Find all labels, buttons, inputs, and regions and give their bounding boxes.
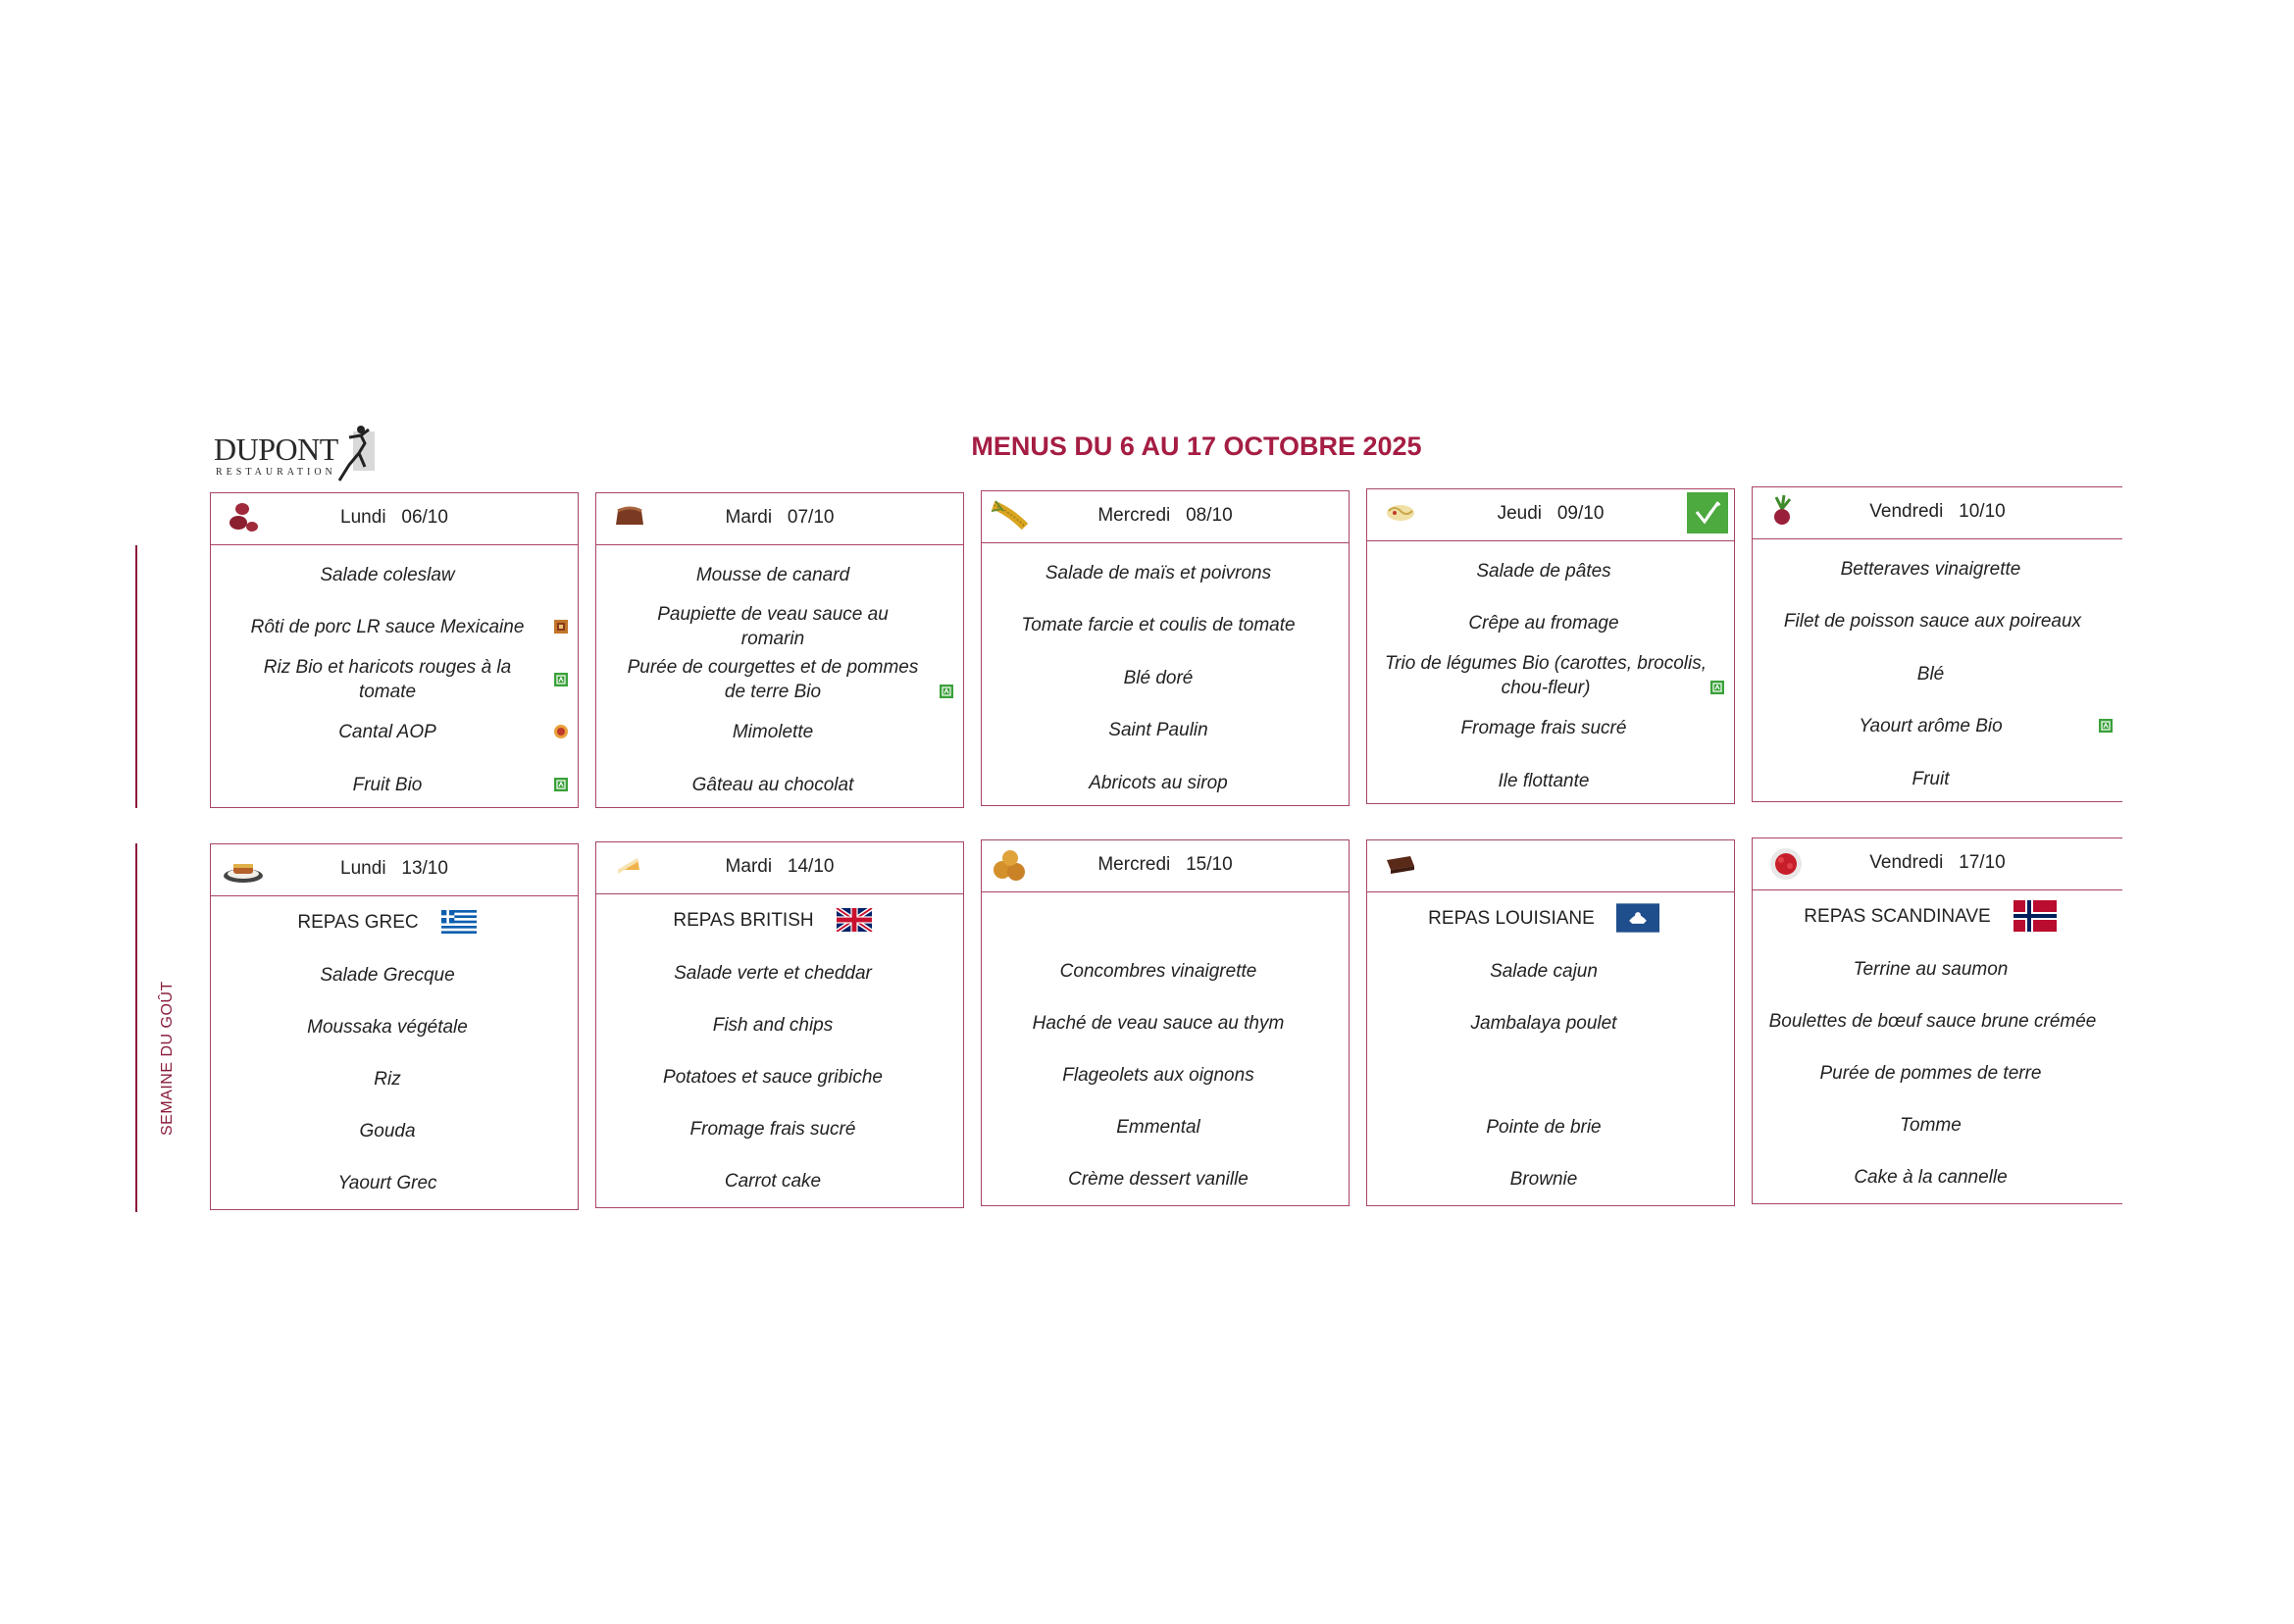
page-title: MENUS DU 6 AU 17 OCTOBRE 2025: [971, 431, 1422, 461]
menu-item: Blé: [1916, 663, 1945, 685]
menu-item: Filet de poisson sauce aux poireaux: [1783, 610, 2082, 632]
theme-title: REPAS BRITISH: [673, 909, 814, 931]
day-name: Mercredi: [1097, 854, 1171, 875]
menu-item: Fruit: [1912, 768, 1950, 789]
brand-tagline: RESTAURATION: [216, 467, 336, 478]
menu-item: Fish and chips: [712, 1014, 834, 1036]
menu-item: Fromage frais sucré: [689, 1118, 856, 1140]
menu-item: Salade de maïs et poivrons: [1045, 562, 1272, 584]
day-date: 13/10: [401, 858, 448, 879]
day-date: 10/10: [1959, 501, 2006, 522]
day-name: Vendredi: [1869, 501, 1944, 522]
day-name: Mardi: [725, 856, 773, 877]
day-name: Mercredi: [1097, 505, 1171, 526]
menu-item: Blé doré: [1123, 667, 1194, 688]
bio-icon: [554, 778, 568, 791]
semaine-du-gout-label: SEMAINE DU GOÛT: [159, 981, 176, 1136]
day-name: Mardi: [725, 507, 773, 528]
day-name: Lundi: [340, 507, 386, 528]
day-card-mercredi-1510: [981, 839, 1350, 1206]
menu-item: Trio de légumes Bio (carottes, brocolis, chou-fleur): [1384, 653, 1708, 698]
label-rouge-icon: [554, 620, 568, 634]
aop-icon: [554, 725, 568, 738]
theme-row: [626, 895, 920, 944]
day-header: [1753, 487, 2122, 539]
menu-item: Ile flottante: [1498, 770, 1590, 791]
menu-item: Yaourt arôme Bio: [1859, 715, 2003, 736]
day-name: Lundi: [340, 858, 386, 879]
theme-title: REPAS LOUISIANE: [1428, 907, 1595, 929]
day-date: 14/10: [787, 856, 835, 877]
theme-row: [1782, 891, 2079, 940]
menu-item: Haché de veau sauce au thym: [1032, 1012, 1285, 1034]
bio-icon: [940, 685, 953, 698]
menu-item: Flageolets aux oignons: [1062, 1064, 1254, 1086]
theme-row: [1397, 893, 1691, 942]
day-header: [211, 493, 578, 545]
bio-icon: [554, 673, 568, 686]
theme-title: REPAS SCANDINAVE: [1804, 905, 1991, 927]
day-name: Vendredi: [1869, 852, 1944, 873]
theme-title: REPAS GREC: [297, 911, 419, 933]
day-card-mardi-0710: [595, 492, 964, 808]
menu-item: Paupiette de veau sauce au romarin: [657, 604, 889, 649]
menu-item: Betteraves vinaigrette: [1840, 558, 2021, 580]
theme-row: [240, 897, 535, 946]
menu-item: Tomate farcie et coulis de tomate: [1021, 614, 1296, 635]
day-card-jeudi-1610: [1366, 839, 1735, 1206]
menu-item: Gouda: [359, 1120, 416, 1142]
menu-item: Salade verte et cheddar: [674, 962, 872, 984]
day-header: [1367, 840, 1734, 892]
day-name: Jeudi: [1497, 503, 1543, 524]
menu-item: Crêpe au fromage: [1468, 612, 1619, 634]
menu-item: Mimolette: [732, 721, 814, 742]
brand-name: DUPONT: [214, 431, 338, 467]
side-divider-bottom: [135, 843, 137, 1212]
day-header: [982, 491, 1349, 543]
day-header: [596, 842, 963, 894]
day-card-lundi-0610: [210, 492, 579, 808]
louisiana-flag-icon: [1616, 903, 1659, 933]
day-card-vendredi-1010: [1752, 486, 2122, 802]
menu-item: Purée de courgettes et de pommes de terre Bio: [627, 657, 919, 702]
menu-item: Fruit Bio: [352, 774, 423, 795]
menu-item: Crème dessert vanille: [1068, 1168, 1249, 1190]
day-header: [211, 844, 578, 896]
day-card-lundi-1310: [210, 843, 579, 1210]
day-card-vendredi-1710: [1752, 837, 2122, 1204]
menu-item: Brownie: [1509, 1168, 1578, 1190]
day-card-mercredi-0810: [981, 490, 1350, 806]
brownie-icon: [1381, 846, 1420, 884]
day-card-jeudi-0910: [1366, 488, 1735, 804]
menu-item: Saint Paulin: [1108, 719, 1208, 740]
day-header: [982, 840, 1349, 892]
day-date: 15/10: [1186, 854, 1233, 875]
norway-flag-icon: [2013, 900, 2058, 932]
greece-flag-icon: [440, 910, 478, 934]
menu-item: Abricots au sirop: [1089, 772, 1228, 793]
day-date: 06/10: [401, 507, 448, 528]
vegetarian-leaf-icon: [1687, 492, 1728, 533]
day-header: [1753, 838, 2122, 890]
runner-figure-icon: [331, 424, 381, 482]
dupont-logo: [214, 424, 381, 482]
bio-icon: [2099, 719, 2113, 733]
menu-item: Potatoes et sauce gribiche: [663, 1066, 883, 1088]
day-date: 09/10: [1556, 503, 1605, 524]
menu-item: Jambalaya poulet: [1470, 1012, 1617, 1034]
uk-flag-icon: [836, 908, 873, 932]
day-date: 07/10: [787, 507, 835, 528]
menu-item: Gâteau au chocolat: [691, 774, 854, 795]
menu-item: Carrot cake: [724, 1170, 822, 1192]
day-date: 17/10: [1959, 852, 2006, 873]
menu-item: Moussaka végétale: [307, 1016, 468, 1038]
menu-item: Pointe de brie: [1486, 1116, 1602, 1138]
menu-item: Cake à la cannelle: [1854, 1166, 2008, 1188]
menu-item: Concombres vinaigrette: [1059, 960, 1257, 982]
menu-item: Riz: [374, 1068, 401, 1090]
menu-item: Riz Bio et haricots rouges à la tomate: [263, 657, 512, 702]
day-header: [1367, 489, 1734, 541]
day-card-mardi-1410: [595, 841, 964, 1208]
menu-item: Fromage frais sucré: [1460, 717, 1627, 738]
bio-icon: [1710, 681, 1724, 694]
menu-item: Terrine au saumon: [1853, 958, 2009, 980]
menu-item: Cantal AOP: [338, 721, 436, 742]
menu-item: Tomme: [1900, 1114, 1962, 1136]
side-divider-top: [135, 545, 137, 808]
menu-item: Salade de pâtes: [1476, 560, 1611, 582]
menu-item: Mousse de canard: [695, 564, 850, 585]
menu-item: Salade coleslaw: [320, 564, 455, 585]
menu-item: Yaourt Grec: [337, 1172, 437, 1193]
menu-item: Emmental: [1116, 1116, 1200, 1138]
day-date: 08/10: [1186, 505, 1233, 526]
menu-item: Salade cajun: [1490, 960, 1598, 982]
menu-item: Boulettes de bœuf sauce brune crémée: [1768, 1010, 2097, 1032]
day-header: [596, 493, 963, 545]
menu-item: Rôti de porc LR sauce Mexicaine: [250, 616, 525, 637]
menu-item: Salade Grecque: [320, 964, 455, 986]
menu-item: Purée de pommes de terre: [1819, 1062, 2042, 1084]
